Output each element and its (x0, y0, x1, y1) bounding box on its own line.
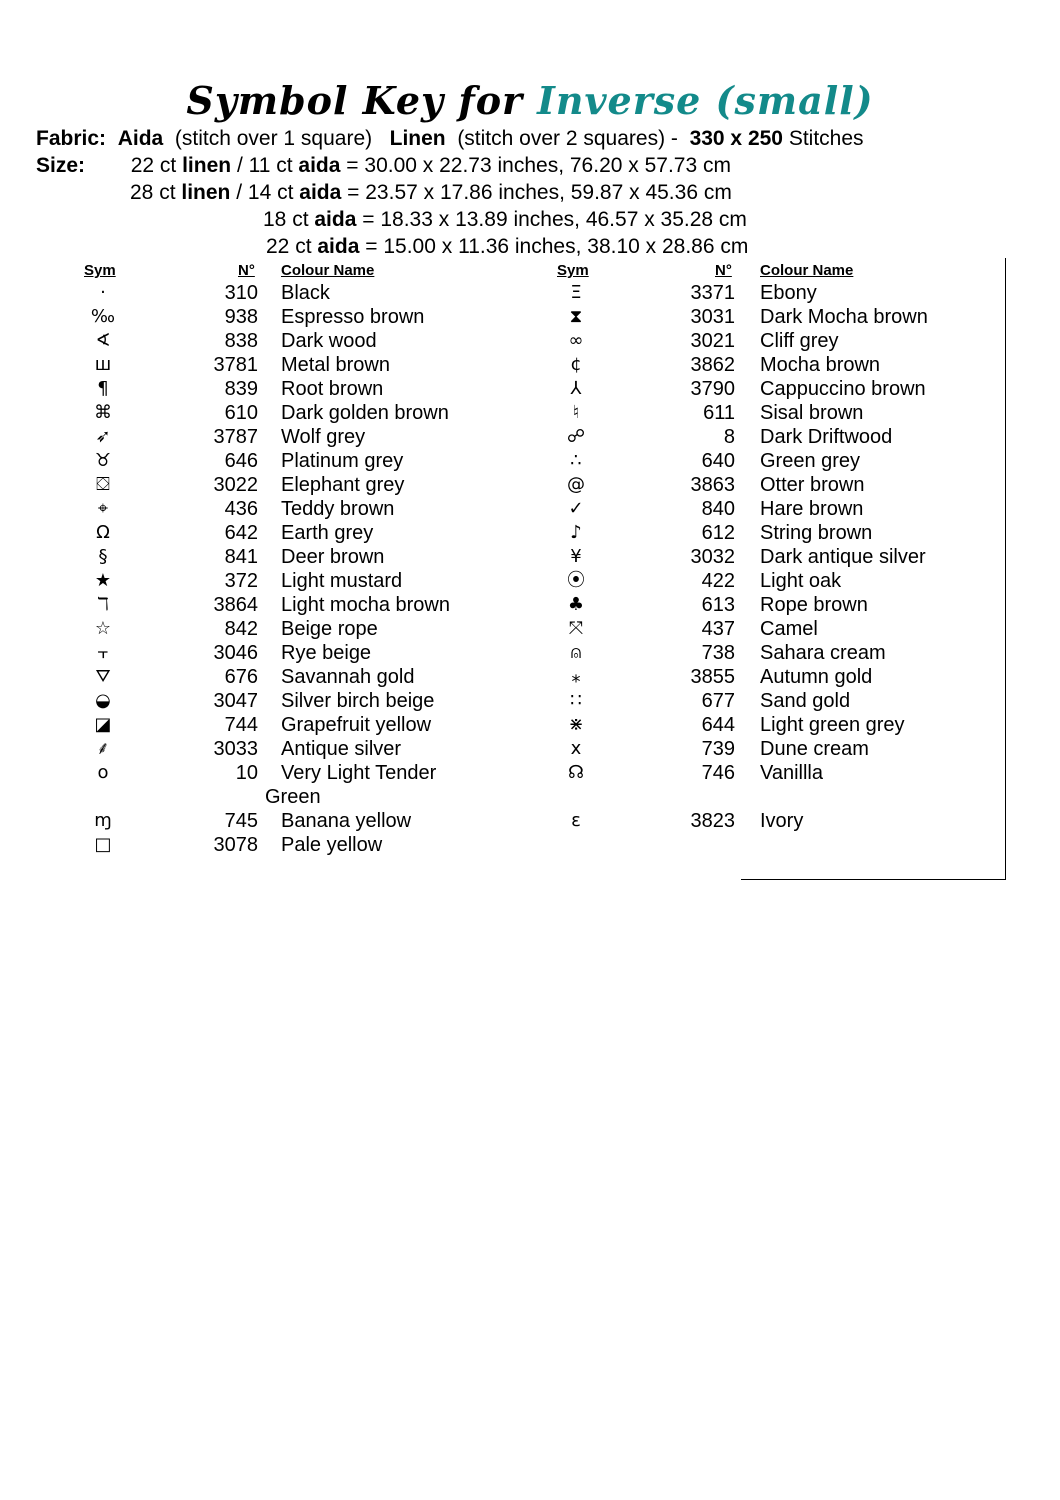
row-symbol: ☍ (566, 426, 586, 447)
row-symbol: ¥ (570, 546, 582, 567)
row-symbol: ⍝ (570, 642, 582, 663)
row-number: 3033 (213, 738, 258, 760)
row-colour-name: Wolf grey (281, 426, 366, 448)
row-number: 436 (224, 498, 258, 520)
row-symbol: ♉ (94, 450, 112, 471)
stitch-count: 330 x 250 (689, 127, 783, 150)
size-count: 22 ct (266, 235, 312, 258)
row-symbol: ◪ (94, 714, 112, 735)
row-number: 612 (701, 522, 735, 544)
row-number: 3032 (690, 546, 735, 568)
size-line-2 (130, 182, 732, 203)
size-fabric: aida (317, 235, 360, 258)
row-symbol: ɱ (94, 810, 112, 831)
row-number: 3046 (213, 642, 258, 664)
title-prefix: Symbol Key for (186, 78, 524, 123)
size-count: / 14 ct (236, 181, 294, 204)
row-colour-name: Beige rope (281, 618, 378, 640)
row-number: 676 (224, 666, 258, 688)
row-number: 8 (723, 426, 735, 448)
row-colour-name: Banana yellow (281, 810, 412, 832)
size-fabric: aida (298, 154, 341, 177)
row-symbol: ⛋ (96, 474, 110, 495)
row-colour-name: Rye beige (281, 642, 372, 664)
size-line-1 (36, 155, 731, 176)
header-num-left: N° (238, 262, 255, 279)
row-symbol: ¢ (570, 354, 582, 375)
row-number: 640 (701, 450, 735, 472)
row-number: 642 (224, 522, 258, 544)
row-number: 738 (701, 642, 735, 664)
row-symbol: § (98, 546, 108, 567)
row-symbol: ⅄ (570, 378, 582, 399)
row-number: 839 (224, 378, 258, 400)
row-symbol: ♪ (570, 522, 582, 543)
row-number: 644 (701, 714, 735, 736)
aida-note: (stitch over 1 square) (174, 127, 373, 150)
row-colour-name: Dune cream (760, 738, 869, 760)
header-num-right: N° (715, 262, 732, 279)
table-border-right (1005, 258, 1006, 880)
size-fabric: linen (182, 154, 232, 177)
row-colour-name: Ivory (760, 810, 804, 832)
size-line-3 (263, 209, 747, 230)
row-colour-name: Vanillla (760, 762, 823, 784)
row-symbol: o (97, 762, 109, 783)
linen-label: Linen (389, 127, 446, 150)
row-number: 611 (703, 402, 735, 424)
row-colour-name: Otter brown (760, 474, 865, 496)
row-colour-name: Ebony (760, 282, 817, 304)
row-symbol: ◒ (95, 690, 111, 711)
row-symbol: ☊ (568, 762, 584, 783)
row-symbol: ✓ (568, 498, 584, 519)
row-number: 310 (224, 282, 258, 304)
row-symbol: ⦿ (567, 570, 585, 591)
row-number: 422 (701, 570, 735, 592)
row-colour-name: Deer brown (281, 546, 385, 568)
row-number: 3031 (690, 306, 735, 328)
row-number: 3078 (213, 834, 258, 856)
row-number: 3021 (690, 330, 735, 352)
row-colour-name: Sand gold (760, 690, 851, 712)
pattern-name: Inverse (small) (537, 78, 874, 123)
row-symbol: □ (94, 834, 112, 855)
size-count: / 11 ct (236, 154, 293, 177)
row-colour-name: Camel (760, 618, 818, 640)
row-number: 3371 (690, 282, 735, 304)
row-symbol: @ (567, 474, 585, 495)
row-symbol: ∢ (95, 330, 111, 351)
row-symbol: Ξ (570, 282, 582, 303)
row-number: 646 (224, 450, 258, 472)
size-count: 22 ct (130, 154, 177, 177)
table-border-bottom (741, 879, 1006, 880)
row-symbol: ⌖ (97, 498, 109, 519)
size-fabric: aida (314, 208, 357, 231)
row-colour-name: Elephant grey (281, 474, 405, 496)
row-colour-name: Dark wood (281, 330, 377, 352)
row-symbol: ⌘ (94, 402, 112, 423)
size-count: 28 ct (130, 181, 176, 204)
row-number: 3781 (213, 354, 258, 376)
row-number: 3823 (690, 810, 735, 832)
row-symbol: ⧗ (569, 306, 583, 327)
row-colour-name: Sisal brown (760, 402, 864, 424)
row-symbol: · (100, 282, 106, 303)
row-number: 3047 (213, 690, 258, 712)
header-name-left: Colour Name (281, 262, 375, 279)
row-number: 437 (701, 618, 735, 640)
row-number: 744 (224, 714, 258, 736)
row-colour-name: Dark Driftwood (760, 426, 893, 448)
row-colour-name-continued: Green (265, 786, 321, 808)
row-number: 3862 (690, 354, 735, 376)
row-colour-name: Pale yellow (281, 834, 383, 856)
row-colour-name: Sahara cream (760, 642, 886, 664)
row-number: 3863 (690, 474, 735, 496)
size-line-4 (266, 236, 748, 257)
row-colour-name: Metal brown (281, 354, 390, 376)
row-symbol: ɛ (571, 810, 581, 831)
row-symbol: x (570, 738, 582, 759)
row-symbol: ⁎ (571, 666, 581, 687)
row-symbol: ♮ (572, 402, 580, 423)
row-colour-name: Teddy brown (281, 498, 395, 520)
row-colour-name: Platinum grey (281, 450, 404, 472)
row-colour-name: Light oak (760, 570, 842, 592)
row-symbol: ⤧ (568, 618, 584, 639)
row-symbol: ¶ (97, 378, 109, 399)
row-number: 745 (224, 810, 258, 832)
row-symbol: ℸ (97, 594, 109, 615)
size-count: 18 ct (263, 208, 309, 231)
row-colour-name: String brown (760, 522, 873, 544)
size-fabric: linen (181, 181, 231, 204)
row-symbol: ★ (94, 570, 112, 591)
row-symbol: ∴ (570, 450, 582, 471)
row-colour-name: Root brown (281, 378, 384, 400)
row-colour-name: Savannah gold (281, 666, 415, 688)
row-number: 3855 (690, 666, 735, 688)
row-colour-name: Earth grey (281, 522, 374, 544)
row-colour-name: Light mustard (281, 570, 403, 592)
row-symbol: ∞ (568, 330, 584, 351)
row-colour-name: Cappuccino brown (760, 378, 926, 400)
row-symbol: ➶ (95, 426, 111, 447)
row-symbol: ♣ (567, 594, 585, 615)
row-colour-name: Antique silver (281, 738, 402, 760)
aida-label: Aida (117, 127, 164, 150)
row-number: 938 (224, 306, 258, 328)
row-number: 3790 (690, 378, 735, 400)
row-colour-name: Silver birch beige (281, 690, 435, 712)
row-colour-name: Rope brown (760, 594, 868, 616)
size-dimensions: = 30.00 x 22.73 inches, 76.20 x 57.73 cm (346, 154, 731, 177)
linen-note: (stitch over 2 squares) - (457, 127, 678, 150)
header-sym-right: Sym (557, 262, 589, 279)
fabric-line (36, 128, 864, 149)
row-symbol: Ω (96, 522, 110, 543)
row-number: 10 (235, 762, 258, 784)
row-colour-name: Autumn gold (760, 666, 873, 688)
row-number: 3787 (213, 426, 258, 448)
row-number: 746 (701, 762, 735, 784)
header-sym-left: Sym (84, 262, 116, 279)
row-symbol: ☆ (94, 618, 112, 639)
row-colour-name: Dark Mocha brown (760, 306, 928, 328)
row-colour-name: Hare brown (760, 498, 864, 520)
row-colour-name: Dark antique silver (760, 546, 926, 568)
size-dimensions: = 15.00 x 11.36 inches, 38.10 x 28.86 cm (365, 235, 749, 258)
row-colour-name: Light green grey (760, 714, 905, 736)
row-colour-name: Espresso brown (281, 306, 425, 328)
row-colour-name: Cliff grey (760, 330, 839, 352)
row-number: 841 (224, 546, 258, 568)
header-name-right: Colour Name (760, 262, 854, 279)
row-symbol: ⛛ (95, 666, 111, 687)
row-colour-name: Green grey (760, 450, 861, 472)
size-dimensions: = 18.33 x 13.89 inches, 46.57 x 35.28 cm (362, 208, 747, 231)
row-number: 610 (224, 402, 258, 424)
row-number: 613 (701, 594, 735, 616)
size-dimensions: = 23.57 x 17.86 inches, 59.87 x 45.36 cm (347, 181, 732, 204)
row-symbol: ∷ (570, 690, 582, 711)
row-colour-name: Grapefruit yellow (281, 714, 432, 736)
size-label: Size: (36, 154, 86, 177)
row-number: 3864 (213, 594, 258, 616)
row-colour-name: Dark golden brown (281, 402, 449, 424)
row-colour-name: Black (281, 282, 330, 304)
fabric-label: Fabric: (36, 127, 107, 150)
row-symbol: ⋇ (568, 714, 584, 735)
stitches-word: Stitches (788, 127, 864, 150)
row-colour-name: Mocha brown (760, 354, 881, 376)
size-fabric: aida (299, 181, 342, 204)
row-number: 677 (701, 690, 735, 712)
row-number: 840 (701, 498, 735, 520)
row-symbol: ш (94, 354, 112, 375)
row-symbol: ⸙ (96, 738, 110, 759)
row-number: 3022 (213, 474, 258, 496)
row-colour-name: Light mocha brown (281, 594, 450, 616)
row-symbol: ⫟ (97, 642, 109, 663)
row-number: 842 (224, 618, 258, 640)
page-title (0, 78, 1060, 123)
row-symbol: ‰ (90, 306, 116, 327)
row-number: 372 (224, 570, 258, 592)
row-number: 838 (224, 330, 258, 352)
row-number: 739 (701, 738, 735, 760)
row-colour-name: Very Light Tender (281, 762, 437, 784)
